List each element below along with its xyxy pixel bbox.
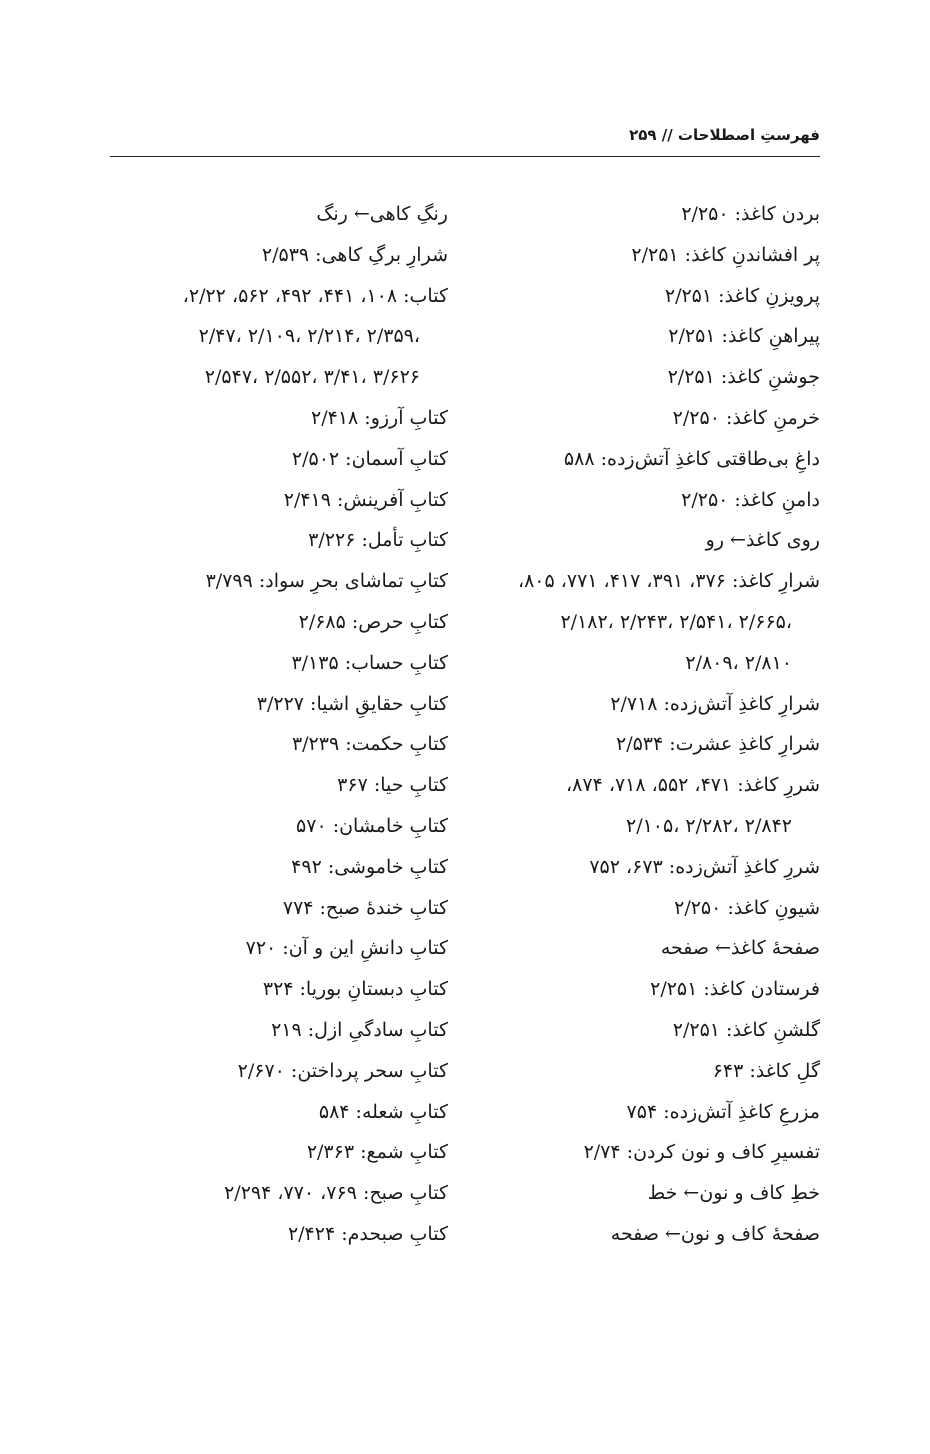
index-entry: صفحهٔ کاغذ← صفحه (660, 937, 820, 960)
index-entry: تفسیرِ کاف و نون کردن: ۲/۷۴ (583, 1141, 820, 1164)
index-entry: کتابِ صبح: ۷۶۹، ۷۷۰، ۲/۲۹۴ (224, 1182, 448, 1205)
index-column-right (475, 194, 820, 1255)
index-entry: کتابِ آسمان: ۲/۵۰۲ (291, 447, 448, 470)
index-entry: گلِ کاغذ: ۶۴۳ (712, 1059, 820, 1082)
index-column-left (103, 194, 448, 1255)
page-header (110, 118, 820, 157)
index-entry: شیونِ کاغذ: ۲/۲۵۰ (674, 896, 820, 919)
index-entry: صفحهٔ کاف و نون← صفحه (610, 1222, 820, 1245)
index-entry: دامنِ کاغذ: ۲/۲۵۰ (681, 488, 820, 511)
index-entry: کتابِ آرزو: ۲/۴۱۸ (311, 406, 448, 429)
index-entry: کتابِ آفرینش: ۲/۴۱۹ (283, 488, 448, 511)
index-entry: جوشنِ کاغذ: ۲/۲۵۱ (667, 366, 820, 389)
index-entry: شرارِ برگِ کاهی: ۲/۵۳۹ (261, 243, 448, 266)
index-entry: کتابِ حرص: ۲/۶۸۵ (298, 610, 448, 633)
index-entry: پیراهنِ کاغذ: ۲/۲۵۱ (668, 325, 820, 348)
index-entry: شرارِ کاغذِ عشرت: ۲/۵۳۴ (615, 733, 820, 756)
index-entry: شرارِ کاغذ: ۳۷۶، ۳۹۱، ۴۱۷، ۷۷۱، ۸۰۵، (517, 570, 820, 593)
index-entry: کتابِ حکمت: ۳/۲۳۹ (291, 733, 448, 756)
index-entry: بردن کاغذ: ۲/۲۵۰ (681, 203, 820, 225)
index-entry: شرارِ کاغذِ آتش‌زده: ۲/۷۱۸ (610, 692, 820, 715)
index-entry: کتابِ دانشِ این و آن: ۷۲۰ (245, 937, 448, 960)
index-entry: کتابِ دبستانِ بوریا: ۳۲۴ (262, 978, 448, 1001)
index-entry: داغِ بی‌طاقتی کاغذِ آتش‌زده: ۵۸۸ (563, 447, 820, 470)
index-entry-continuation: ۲/۴۷، ۲/۱۰۹، ۲/۲۱۴، ۲/۳۵۹، (198, 325, 420, 348)
header-title: فهرستِ اصطلاحات // ۲۵۹ (629, 126, 820, 144)
index-entry: کتابِ تماشای بحرِ سواد: ۳/۷۹۹ (205, 570, 448, 593)
index-entry-continuation: ۲/۵۴۷، ۲/۵۵۲، ۳/۴۱، ۳/۶۲۶ (204, 366, 420, 389)
index-entry: کتاب: ۱۰۸، ۴۴۱، ۴۹۲، ۵۶۲، ۲/۲۲، (182, 284, 448, 307)
index-entry: کتابِ خامشان: ۵۷۰ (296, 814, 448, 837)
index-entry: خطِ کاف و نون← خط (647, 1182, 820, 1205)
index-entry: کتابِ حقایقِ اشیا: ۳/۲۲۷ (256, 692, 448, 715)
index-entry: کتابِ حیا: ۳۶۷ (337, 774, 448, 797)
index-entry: گلشنِ کاغذ: ۲/۲۵۱ (672, 1018, 820, 1041)
index-entry: کتابِ حساب: ۳/۱۳۵ (291, 651, 448, 674)
index-entry: کتابِ شعله: ۵۸۴ (318, 1100, 448, 1123)
index-entry: کتابِ سحر پرداختن: ۲/۶۷۰ (237, 1059, 448, 1082)
index-entry: کتابِ صبحدم: ۲/۴۲۴ (287, 1222, 448, 1245)
index-entry: پر افشاندنِ کاغذ: ۲/۲۵۱ (631, 243, 820, 266)
index-entry: کتابِ خاموشی: ۴۹۲ (291, 855, 448, 878)
index-entry: کتابِ خندهٔ صبح: ۷۷۴ (282, 896, 448, 919)
index-entry-continuation: ۲/۸۰۹، ۲/۸۱۰ (685, 651, 792, 674)
index-entry: کتابِ تأمل: ۳/۲۲۶ (308, 529, 448, 552)
index-entry: روی کاغذ← رو (705, 529, 820, 552)
index-entry: خرمنِ کاغذ: ۲/۲۵۰ (672, 406, 820, 429)
index-entry-continuation: ۲/۱۸۲، ۲/۲۴۳، ۲/۵۴۱، ۲/۶۶۵، (560, 610, 792, 633)
index-entry: پرویزنِ کاغذ: ۲/۲۵۱ (664, 284, 820, 307)
index-entry: رنگِ کاهی← رنگ (316, 203, 448, 225)
index-entry: شررِ کاغذِ آتش‌زده: ۶۷۳، ۷۵۲ (589, 855, 820, 878)
index-entry-continuation: ۲/۱۰۵، ۲/۲۸۲، ۲/۸۴۲ (625, 814, 792, 837)
index-entry: کتابِ شمع: ۲/۳۶۳ (306, 1141, 448, 1164)
index-entry: مزرعِ کاغذِ آتش‌زده: ۷۵۴ (626, 1100, 820, 1123)
index-entry: کتابِ سادگیِ ازل: ۲۱۹ (271, 1018, 448, 1041)
index-entry: فرستادن کاغذ: ۲/۲۵۱ (650, 978, 820, 1001)
index-entry: شررِ کاغذ: ۴۷۱، ۵۵۲، ۷۱۸، ۸۷۴، (566, 774, 820, 797)
